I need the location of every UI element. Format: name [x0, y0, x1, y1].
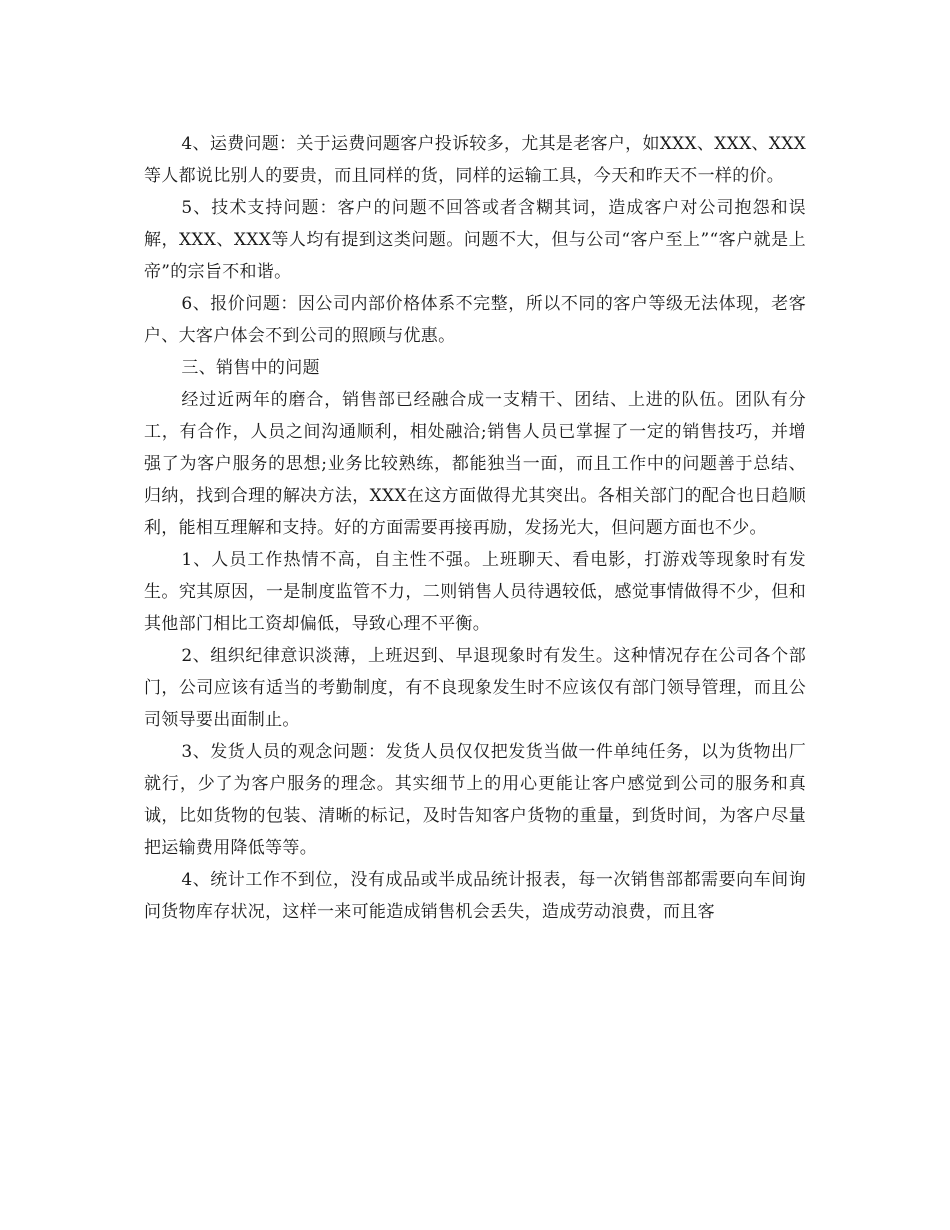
document-body	[144, 128, 806, 928]
section-heading-sales-issues: 三、销售中的问题	[181, 358, 320, 378]
paragraph-discipline: 2、组织纪律意识淡薄，上班迟到、早退现象时有发生。这种情况存在公司各个部门，公司应该有适当的考勤制度，有不良现象发生时不应该仅有部门领导管理，而且公司领导要出面制止。	[144, 646, 806, 730]
paragraph-freight-issue: 4、运费问题：关于运费问题客户投诉较多，尤其是老客户，如XXX、XXX、XXX等人都说比别人的要贵，而且同样的货，同样的运输工具，今天和昨天不一样的价。	[144, 134, 806, 186]
paragraph-shipping-staff: 3、发货人员的观念问题：发货人员仅仅把发货当做一件单纯任务，以为货物出厂就行，少了为客户服务的理念。其实细节上的用心更能让客户感觉到公司的服务和真诚，比如货物的包装、清晰的标记，及时告知客户货物的重量，到货时间，为客户尽量把运输费用降低等等。	[144, 742, 806, 858]
paragraph-tech-support-issue: 5、技术支持问题：客户的问题不回答或者含糊其词，造成客户对公司抱怨和误解，XXX、XXX等人均有提到这类问题。问题不大，但与公司“客户至上”“客户就是上帝”的宗旨不和谐。	[144, 198, 806, 282]
paragraph-quote-issue: 6、报价问题：因公司内部价格体系不完整，所以不同的客户等级无法体现，老客户、大客户体会不到公司的照顾与优惠。	[144, 294, 806, 346]
paragraph-statistics: 4、统计工作不到位，没有成品或半成品统计报表，每一次销售部都需要向车间询问货物库存状况，这样一来可能造成销售机会丢失，造成劳动浪费，而且客	[144, 870, 806, 922]
paragraph-low-enthusiasm: 1、人员工作热情不高，自主性不强。上班聊天、看电影，打游戏等现象时有发生。究其原因，一是制度监管不力，二则销售人员待遇较低，感觉事情做得不少，但和其他部门相比工资却偏低，导致心理不平衡。	[144, 550, 806, 634]
paragraph-team-overview: 经过近两年的磨合，销售部已经融合成一支精干、团结、上进的队伍。团队有分工，有合作，人员之间沟通顺利，相处融洽;销售人员已掌握了一定的销售技巧，并增强了为客户服务的思想;业务比较熟练，都能独当一面，而且工作中的问题善于总结、归纳，找到合理的解决方法，XXX在这方面做得尤其突出。各相关部门的配合也日趋顺利，能相互理解和支持。好的方面需要再接再励，发扬光大，但问题方面也不少。	[144, 390, 806, 538]
